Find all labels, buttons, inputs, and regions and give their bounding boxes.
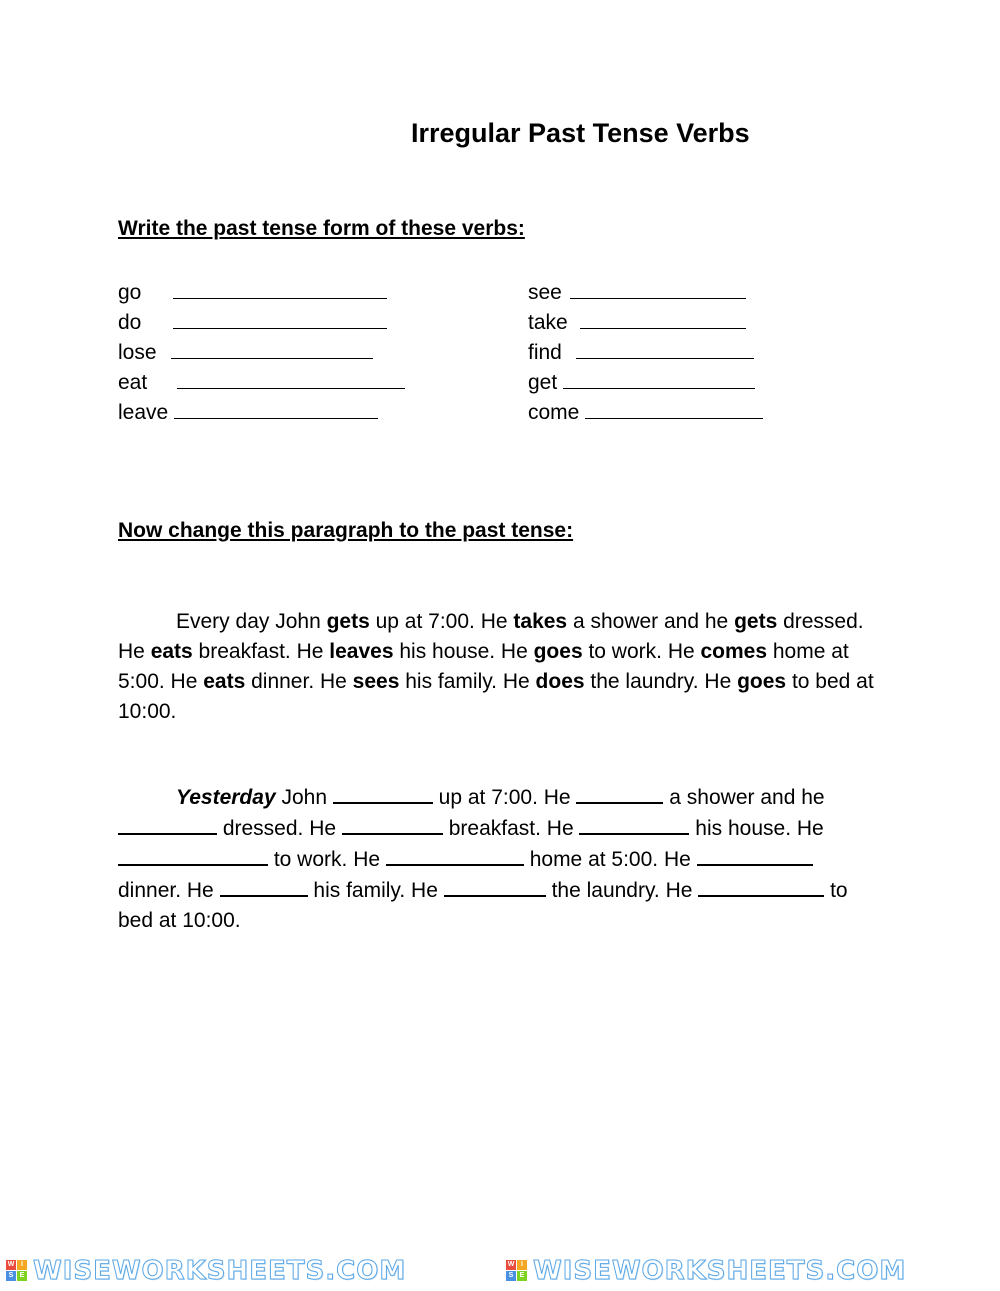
logo-icon: W I S E — [506, 1260, 527, 1281]
paragraph-text: John — [275, 786, 333, 809]
verb-label: get — [528, 371, 558, 394]
bold-verb: sees — [352, 670, 400, 693]
answer-blank[interactable] — [570, 276, 746, 299]
verb-row — [528, 336, 754, 368]
answer-blank[interactable] — [173, 276, 387, 299]
verb-label: eat — [118, 371, 148, 394]
bold-verb: eats — [203, 670, 246, 693]
paragraph-text: Every day John — [176, 610, 327, 633]
paragraph-lead: Yesterday — [176, 786, 276, 809]
paragraph-text: his house. He — [689, 817, 824, 840]
paragraph-text: to work. He — [268, 848, 386, 871]
bold-verb: gets — [326, 610, 370, 633]
paragraph-text: dinner. He — [118, 879, 220, 902]
answer-blank[interactable] — [177, 366, 405, 389]
verb-label: do — [118, 311, 142, 334]
fill-in-blank[interactable] — [220, 875, 308, 897]
bold-verb: eats — [150, 640, 193, 663]
paragraph-text: dinner. He — [245, 670, 353, 693]
paragraph-text: to bed at 10:00. — [118, 670, 874, 723]
paragraph-text: the laundry. He — [545, 879, 699, 902]
paragraph-text: to bed at 10:00. — [118, 879, 848, 932]
fill-in-blank[interactable] — [342, 813, 443, 835]
brand-text: WISEWORKSHEETS.COM — [33, 1255, 407, 1286]
brand-logo — [500, 1256, 1000, 1286]
paragraph-text: up at 7:00. He — [432, 786, 577, 809]
fill-in-blank[interactable] — [118, 813, 217, 835]
paragraph-text: his house. He — [393, 640, 534, 663]
bold-verb: goes — [737, 670, 787, 693]
paragraph-text: to work. He — [582, 640, 701, 663]
paragraph-text: his family. He — [399, 670, 536, 693]
paragraph-text: up at 7:00. He — [369, 610, 514, 633]
present-tense-paragraph — [118, 607, 878, 727]
verb-label: take — [528, 311, 568, 334]
past-tense-paragraph — [118, 782, 878, 936]
answer-blank[interactable] — [171, 336, 373, 359]
logo-icon: W I S E — [6, 1260, 27, 1281]
footer-watermark — [0, 1250, 1000, 1291]
paragraph-text: home at 5:00. He — [118, 640, 849, 693]
paragraph-text: home at 5:00. He — [523, 848, 697, 871]
brand-text: WISEWORKSHEETS.COM — [533, 1255, 907, 1286]
paragraph-text: dressed. He — [217, 817, 342, 840]
bold-verb: leaves — [329, 640, 394, 663]
verb-row — [528, 306, 746, 338]
verb-row — [118, 306, 387, 338]
fill-in-blank[interactable] — [579, 813, 689, 835]
paragraph-text: dressed. He — [118, 610, 864, 663]
verb-label: go — [118, 281, 142, 304]
answer-blank[interactable] — [173, 306, 387, 329]
paragraph-text: his family. He — [307, 879, 444, 902]
verb-row — [118, 366, 405, 398]
bold-verb: does — [535, 670, 585, 693]
bold-verb: comes — [700, 640, 768, 663]
verb-row — [118, 396, 378, 428]
fill-in-blank[interactable] — [576, 782, 663, 804]
paragraph-text: breakfast. He — [442, 817, 580, 840]
verb-label: see — [528, 281, 562, 304]
bold-verb: takes — [513, 610, 568, 633]
paragraph-text: breakfast. He — [192, 640, 330, 663]
fill-in-blank[interactable] — [333, 782, 433, 804]
brand-logo — [0, 1256, 500, 1286]
bold-verb: gets — [734, 610, 778, 633]
paragraph-text: a shower and he — [663, 786, 825, 809]
bold-verb: goes — [533, 640, 583, 663]
answer-blank[interactable] — [174, 396, 378, 419]
section2-heading: Now change this paragraph to the past tense: — [118, 519, 574, 542]
worksheet-title: Irregular Past Tense Verbs — [411, 118, 750, 148]
verb-row — [118, 336, 373, 368]
answer-blank[interactable] — [580, 306, 746, 329]
paragraph-text: the laundry. He — [584, 670, 738, 693]
verb-row — [528, 276, 746, 308]
verb-label: leave — [118, 401, 169, 424]
fill-in-blank[interactable] — [698, 875, 824, 897]
answer-blank[interactable] — [585, 396, 763, 419]
verb-row — [118, 276, 387, 308]
fill-in-blank[interactable] — [386, 844, 524, 866]
fill-in-blank[interactable] — [118, 844, 268, 866]
answer-blank[interactable] — [563, 366, 755, 389]
answer-blank[interactable] — [576, 336, 754, 359]
fill-in-blank[interactable] — [697, 844, 813, 866]
verb-label: lose — [118, 341, 157, 364]
fill-in-blank[interactable] — [444, 875, 546, 897]
section1-heading: Write the past tense form of these verbs: — [118, 217, 525, 240]
verb-label: find — [528, 341, 562, 364]
verb-row — [528, 366, 755, 398]
paragraph-text: a shower and he — [567, 610, 735, 633]
verb-label: come — [528, 401, 580, 424]
verb-row — [528, 396, 763, 428]
